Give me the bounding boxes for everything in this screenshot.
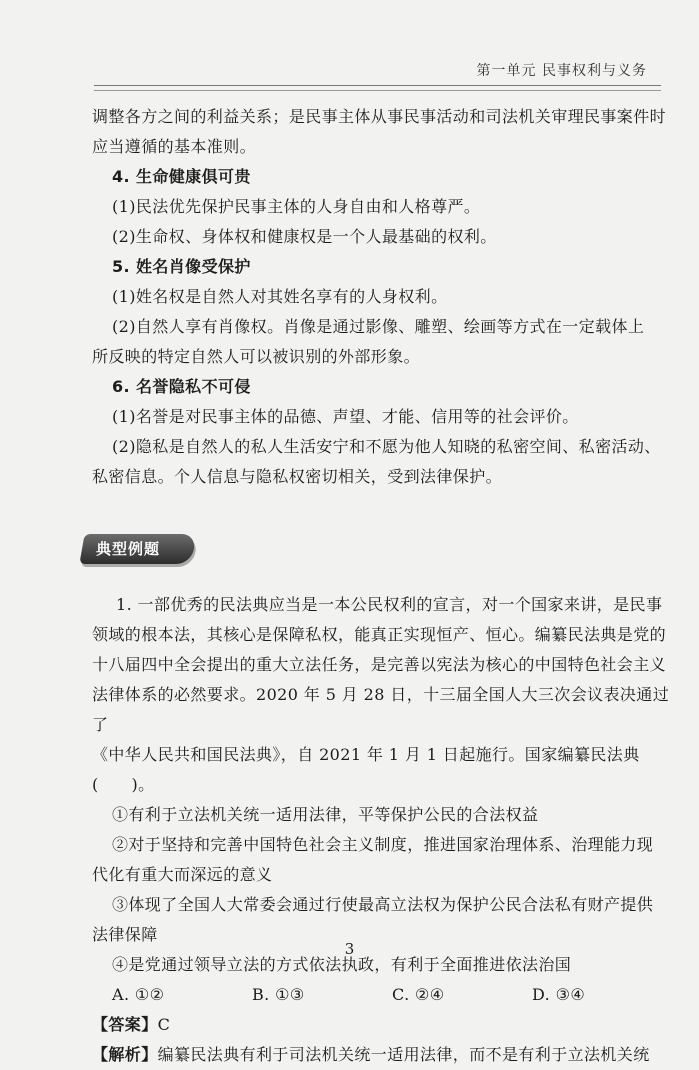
- badge-label: 典型例题: [96, 540, 161, 558]
- statement-3-cont: 法律保障: [92, 925, 158, 944]
- section-6-item-2: (2)隐私是自然人的私人生活安宁和不愿为他人知晓的私密空间、私密活动、: [112, 437, 661, 456]
- section-6-item-1: (1)名誉是对民事主体的品德、声望、才能、信用等的社会评价。: [112, 407, 579, 426]
- analysis-text: 编纂民法典有利于司法机关统一适用法律，而不是有利于立法机关统: [157, 1045, 650, 1064]
- option-a: A. ①②: [112, 985, 165, 1004]
- answer-options: [92, 980, 672, 1010]
- answer-line: [92, 1010, 672, 1040]
- question-line-3: 十八届四中全会提出的重大立法任务，是完善以宪法为核心的中国特色社会主义: [92, 655, 667, 674]
- section-5-item-2: (2)自然人享有肖像权。肖像是通过影像、雕塑、绘画等方式在一定载体上: [112, 317, 645, 336]
- analysis-label: 【解析】: [92, 1045, 158, 1064]
- answer-value: C: [157, 1015, 171, 1034]
- example-badge: [82, 534, 672, 572]
- page-header-title: 第一单元 民事权利与义务: [476, 63, 647, 79]
- statement-4: ④是党通过领导立法的方式依法执政，有利于全面推进依法治国: [112, 955, 572, 974]
- section-5-item-1: (1)姓名权是自然人对其姓名享有的人身权利。: [112, 287, 448, 306]
- analysis-line: [92, 1040, 672, 1070]
- option-b: B. ①③: [252, 985, 305, 1004]
- statement-3: ③体现了全国人大常委会通过行使最高立法权为保护公民合法私有财产提供: [112, 895, 654, 914]
- section-heading-4: 4. 生命健康俱可贵: [112, 167, 251, 186]
- page-number: 3: [344, 940, 355, 958]
- statement-2-cont: 代化有重大而深远的意义: [92, 865, 273, 884]
- section-heading-5: 5. 姓名肖像受保护: [112, 257, 251, 276]
- page-content: [92, 102, 672, 1070]
- intro-line-1: 调整各方之间的利益关系；是民事主体从事民事活动和司法机关审理民事案件时: [92, 107, 667, 126]
- section-4-item-1: (1)民法优先保护民事主体的人身自由和人格尊严。: [112, 197, 481, 216]
- section-4-item-2: (2)生命权、身体权和健康权是一个人最基础的权利。: [112, 227, 497, 246]
- section-5-item-2-cont: 所反映的特定自然人可以被识别的外部形象。: [92, 347, 421, 366]
- question-line-1: 1. 一部优秀的民法典应当是一本公民权利的宣言，对一个国家来讲，是民事: [116, 595, 663, 614]
- question-line-2: 领域的根本法，其核心是保障私权，能真正实现恒产、恒心。编纂民法典是党的: [92, 625, 667, 644]
- intro-line-2: 应当遵循的基本准则。: [92, 137, 257, 156]
- statement-2: ②对于坚持和完善中国特色社会主义制度，推进国家治理体系、治理能力现: [112, 835, 654, 854]
- section-heading-6: 6. 名誉隐私不可侵: [112, 377, 251, 396]
- option-c: C. ②④: [392, 985, 445, 1004]
- question-line-4: 法律体系的必然要求。2020 年 5 月 28 日，十三届全国人大三次会议表决通过了: [92, 685, 670, 734]
- option-d: D. ③④: [532, 985, 586, 1004]
- section-6-item-2-cont: 私密信息。个人信息与隐私权密切相关，受到法律保护。: [92, 467, 503, 486]
- answer-label: 【答案】: [92, 1015, 158, 1034]
- header-rule: [94, 85, 661, 91]
- question-line-5: 《中华人民共和国民法典》，自 2021 年 1 月 1 日起施行。国家编纂民法典( )。: [92, 745, 640, 794]
- statement-1: ①有利于立法机关统一适用法律，平等保护公民的合法权益: [112, 805, 539, 824]
